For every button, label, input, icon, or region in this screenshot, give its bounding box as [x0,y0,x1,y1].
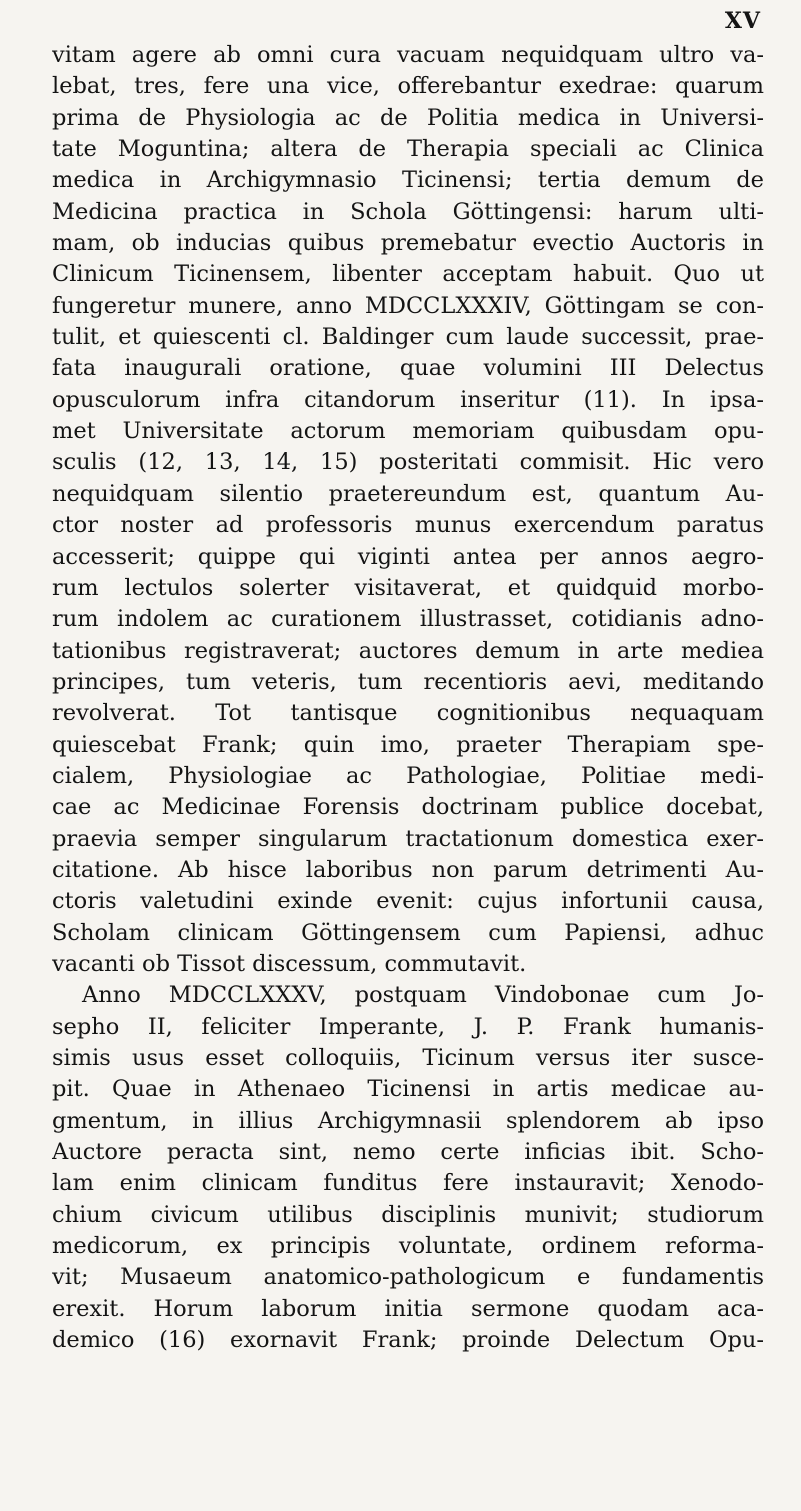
text-line: ctoris valetudini exinde evenit: cujus infortunii causa, [52,888,764,915]
text-line: praevia semper singularum tractationum domestica exer- [52,825,764,852]
text-line: medica in Archigymnasio Ticinensi; tertia demum de [52,167,764,194]
text-line: tate Moguntina; altera de Therapia speciali ac Clinica [52,136,764,163]
text-line: fata inaugurali oratione, quae volumini III Delectus [52,355,764,382]
text-line: quiescebat Frank; quin imo, praeter Therapiam spe- [52,731,764,758]
text-line: erexit. Horum laborum initia sermone quodam aca- [52,1295,764,1322]
text-line: chium civicum utilibus disciplinis munivit; studiorum [52,1201,764,1228]
text-line: rum indolem ac curationem illustrasset, cotidianis adno- [52,606,764,633]
text-line: lebat, tres, fere una vice, offerebantur exedrae: quarum [52,73,764,100]
text-line: demico (16) exornavit Frank; proinde Delectum Opu- [52,1327,764,1354]
text-line: fungeretur munere, anno MDCCLXXXIV, Göttingam se con- [52,292,764,319]
body-text [52,40,764,1356]
text-line: nequidquam silentio praetereundum est, quantum Au- [52,480,764,507]
text-line: opusculorum infra citandorum inseritur (11). In ipsa- [52,386,764,413]
text-line: cialem, Physiologiae ac Pathologiae, Politiae medi- [52,762,764,789]
text-line: met Universitate actorum memoriam quibusdam opu- [52,418,764,445]
text-line: vit; Musaeum anatomico-pathologicum e fundamentis [52,1264,764,1291]
text-line: mam, ob inducias quibus premebatur evectio Auctoris in [52,230,764,257]
text-line: vitam agere ab omni cura vacuam nequidquam ultro va- [52,42,764,68]
text-line: ctor noster ad professoris munus exercendum paratus [52,512,764,539]
text-line: Auctore peracta sint, nemo certe inficias ibit. Scho- [52,1139,764,1166]
text-line: simis usus esset colloquiis, Ticinum versus iter susce- [52,1045,764,1071]
text-line: lam enim clinicam funditus fere instauravit; Xenodo- [52,1170,764,1197]
text-line: Medicina practica in Schola Göttingensi: harum ulti- [52,198,764,225]
text-line: principes, tum veteris, tum recentioris aevi, meditando [52,668,764,695]
text-line: revolverat. Tot tantisque cognitionibus nequaquam [52,700,764,727]
text-line: citatione. Ab hisce laboribus non parum detrimenti Au- [52,856,764,883]
page-number: XV [724,8,761,34]
text-line: accesserit; quippe qui viginti antea per annos aegro- [52,543,764,570]
text-line: tulit, et quiescenti cl. Baldinger cum laude successit, prae- [52,324,764,351]
paragraph-start-line: Anno MDCCLXXXV, postquam Vindobonae cum Jo- [82,982,764,1009]
text-line: sculis (12, 13, 14, 15) posteritati commisit. Hic vero [52,449,764,476]
paragraph-end-line: vacanti ob Tissot discessum, commutavit. [52,950,527,977]
text-line: cae ac Medicinae Forensis doctrinam publice docebat, [52,794,764,821]
text-line: tationibus registraverat; auctores demum in arte mediea [52,637,764,664]
text-line: pit. Quae in Athenaeo Ticinensi in artis medicae au- [52,1076,764,1103]
text-line: rum lectulos solerter visitaverat, et quidquid morbo- [52,574,764,601]
text-line: gmentum, in illius Archigymnasii splendorem ab ipso [52,1107,764,1134]
text-line: Scholam clinicam Göttingensem cum Papiensi, adhuc [52,919,764,946]
text-line: Clinicum Ticinensem, libenter acceptam habuit. Quo ut [52,261,764,288]
text-line: prima de Physiologia ac de Politia medica in Universi- [52,104,764,131]
text-line: sepho II, feliciter Imperante, J. P. Frank humanis- [52,1013,764,1040]
text-line: medicorum, ex principis voluntate, ordinem reforma- [52,1233,764,1260]
